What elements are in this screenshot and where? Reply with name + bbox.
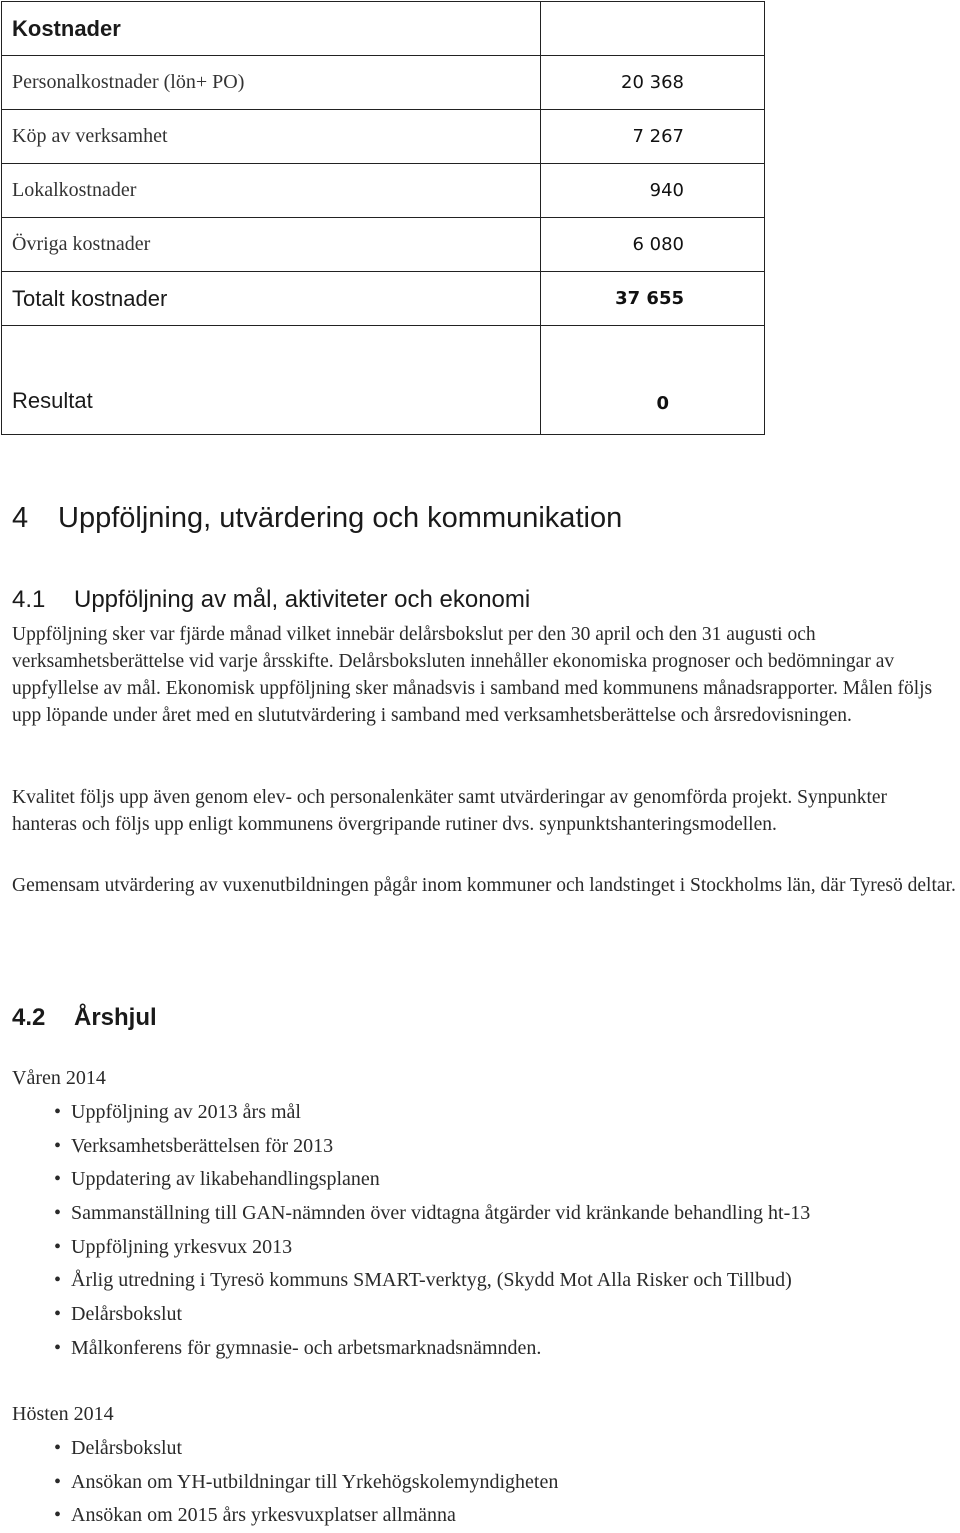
list-item-text: Delårsbokslut — [71, 1303, 183, 1326]
cost-table — [1, 1, 765, 435]
list-item — [54, 1432, 558, 1466]
autumn-list — [54, 1432, 558, 1533]
total-value: 37 655 — [541, 272, 765, 326]
total-label: Totalt kostnader — [2, 272, 541, 326]
table-row — [2, 56, 765, 110]
section-4-1-title: Uppföljning av mål, aktiviteter och ekonomi — [74, 586, 531, 613]
list-item-text: Uppföljning yrkesvux 2013 — [71, 1235, 293, 1258]
list-item-text: Verksamhetsberättelsen för 2013 — [71, 1134, 334, 1157]
table-row — [2, 110, 765, 164]
list-item — [54, 1264, 810, 1298]
bullet-icon: • — [54, 1269, 62, 1292]
bullet-icon: • — [54, 1134, 62, 1157]
section-4-1-paragraph-1: Uppföljning sker var fjärde månad vilket innebär delårsbokslut per den 30 april och den 31 augusti och verksamhetsberättelse vid varje årsskifte. Delårsboksluten innehåller ekonomiska prognoser och bedömningar av uppfyllelse av mål. Ekonomisk uppföljning sker månadsvis i samband med kommunens månadsrapporter. Målen följs upp löpande under året med en slututvärdering i samband med verksamhetsberättelse och årsredovisningen. — [12, 624, 933, 726]
list-item — [54, 1130, 810, 1164]
section-4-2-number: 4.2 — [12, 1004, 46, 1031]
list-item-text: Målkonferens för gymnasie- och arbetsmarknadsnämnden. — [71, 1336, 542, 1359]
cost-row-value: 6 080 — [541, 218, 765, 272]
list-item — [54, 1298, 810, 1332]
section-4-1-heading — [12, 586, 530, 614]
list-item-text: Årlig utredning i Tyresö kommuns SMART-verktyg, (Skydd Mot Alla Risker och Tillbud) — [71, 1269, 792, 1292]
cost-header-empty — [541, 2, 765, 56]
table-row — [2, 164, 765, 218]
list-item — [54, 1466, 558, 1500]
section-4-1-number: 4.1 — [12, 586, 46, 613]
section-4-heading — [12, 502, 622, 535]
list-item-text: Uppföljning av 2013 års mål — [71, 1101, 301, 1123]
bullet-icon: • — [54, 1336, 62, 1359]
list-item — [54, 1197, 810, 1231]
cost-row-label: Personalkostnader (lön+ PO) — [2, 56, 541, 110]
spring-heading: Våren 2014 — [12, 1067, 106, 1089]
table-row — [2, 218, 765, 272]
section-4-1-paragraph-3: Gemensam utvärdering av vuxenutbildningen pågår inom kommuner och landstinget i Stockholms län, där Tyresö deltar. — [12, 875, 956, 896]
cost-row-value: 20 368 — [541, 56, 765, 110]
cost-row-label: Övriga kostnader — [2, 218, 541, 272]
cost-row-label: Lokalkostnader — [2, 164, 541, 218]
list-item — [54, 1499, 558, 1533]
autumn-heading: Hösten 2014 — [12, 1403, 114, 1425]
section-4-number: 4 — [12, 502, 29, 534]
bullet-icon: • — [54, 1303, 62, 1326]
section-4-2-heading — [12, 1004, 157, 1032]
list-item-text: Delårsbokslut — [71, 1437, 183, 1459]
bullet-icon: • — [54, 1202, 62, 1225]
list-item-text: Ansökan om YH-utbildningar till Yrkehögskolemyndigheten — [71, 1470, 559, 1493]
bullet-icon: • — [54, 1101, 62, 1123]
bullet-icon: • — [54, 1168, 62, 1191]
total-row — [2, 272, 765, 326]
list-item — [54, 1096, 810, 1130]
cost-row-label: Köp av verksamhet — [2, 110, 541, 164]
result-label: Resultat — [2, 326, 541, 435]
bullet-icon: • — [54, 1470, 62, 1493]
section-4-2-title: Årshjul — [74, 1004, 157, 1031]
list-item — [54, 1163, 810, 1197]
cost-row-value: 7 267 — [541, 110, 765, 164]
cost-header-row — [2, 2, 765, 56]
bullet-icon: • — [54, 1437, 62, 1459]
bullet-icon: • — [54, 1504, 62, 1527]
list-item — [54, 1231, 810, 1265]
list-item — [54, 1332, 810, 1366]
cost-row-value: 940 — [541, 164, 765, 218]
cost-header: Kostnader — [2, 2, 541, 56]
list-item-text: Sammanställning till GAN-nämnden över vidtagna åtgärder vid kränkande behandling ht-13 — [71, 1202, 811, 1225]
result-row — [2, 326, 765, 435]
list-item-text: Uppdatering av likabehandlingsplanen — [71, 1168, 380, 1191]
list-item-text: Ansökan om 2015 års yrkesvuxplatser allmänna — [71, 1504, 456, 1527]
spring-list — [54, 1096, 810, 1366]
section-4-title: Uppföljning, utvärdering och kommunikation — [58, 502, 623, 534]
result-value: 0 — [541, 326, 765, 435]
bullet-icon: • — [54, 1235, 62, 1258]
section-4-1-paragraph-2: Kvalitet följs upp även genom elev- och personalenkäter samt utvärderingar av genomförda projekt. Synpunkter hanteras och följs upp enligt kommunens övergripande rutiner dvs. synpunktshanteringsmodellen. — [12, 787, 888, 835]
